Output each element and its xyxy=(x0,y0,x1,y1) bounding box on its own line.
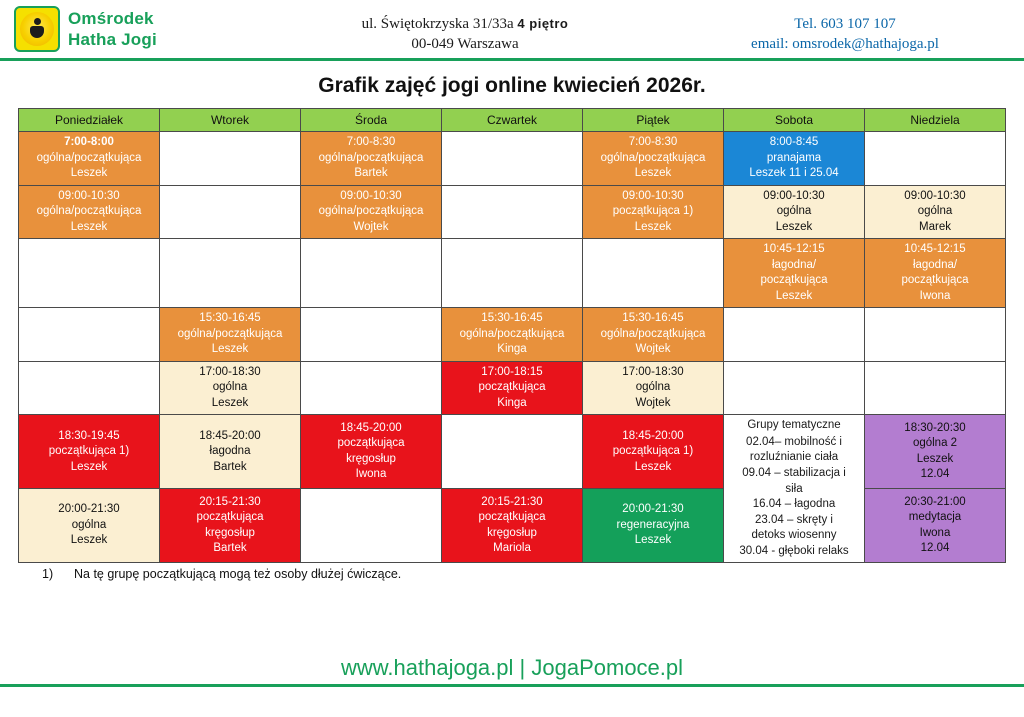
table-row xyxy=(19,132,1006,186)
footer-separator: | xyxy=(519,655,526,680)
class-type: kręgosłup xyxy=(205,526,255,539)
class-slot xyxy=(865,185,1006,239)
class-type: kręgosłup xyxy=(487,526,537,539)
empty-slot xyxy=(865,361,1006,415)
class-time: 20:15-21:30 xyxy=(199,495,261,508)
footnote-text: Na tę grupę początkującą mogą też osoby dłużej ćwiczące. xyxy=(74,567,402,582)
column-header-1: Poniedziałek xyxy=(19,109,160,132)
class-teacher: Leszek 11 i 25.04 xyxy=(749,167,839,180)
class-teacher: Marek xyxy=(919,220,951,233)
brand-logo xyxy=(14,6,157,52)
class-teacher: 12.04 xyxy=(920,468,950,481)
class-type: pranajama xyxy=(766,151,822,164)
thematic-groups-line: 30.04 - głęboki relaks xyxy=(739,544,849,557)
thematic-groups-line: 16.04 – łagodna xyxy=(752,498,836,511)
class-time: 10:45-12:15 xyxy=(904,243,966,256)
class-type: ogólna xyxy=(212,381,248,394)
class-slot xyxy=(19,415,160,489)
column-header-4: Czwartek xyxy=(442,109,583,132)
address-street: ul. Świętokrzyska 31/33a xyxy=(361,16,514,32)
class-time: 17:00-18:30 xyxy=(199,365,261,378)
class-slot xyxy=(19,132,160,186)
class-type: początkująca 1) xyxy=(612,205,694,218)
page-header xyxy=(0,0,1024,60)
class-time: 18:45-20:00 xyxy=(622,429,684,442)
class-type: ogólna/początkująca xyxy=(600,327,706,340)
class-teacher: Wojtek xyxy=(635,343,671,356)
class-type: ogólna/początkująca xyxy=(318,205,424,218)
class-time: 7:00-8:00 xyxy=(64,136,114,149)
class-teacher: Kinga xyxy=(497,396,527,409)
class-type: ogólna xyxy=(71,518,107,531)
class-teacher: Kinga xyxy=(497,343,527,356)
thematic-groups-cell xyxy=(724,415,865,563)
class-type: ogólna/początkująca xyxy=(318,151,424,164)
class-slot xyxy=(865,415,1006,489)
class-time: 15:30-16:45 xyxy=(199,312,261,325)
studio-address xyxy=(300,14,630,55)
class-teacher: Bartek xyxy=(354,167,388,180)
class-time: 20:15-21:30 xyxy=(481,495,543,508)
thematic-groups-line: 23.04 – skręty i xyxy=(755,513,833,526)
column-header-2: Wtorek xyxy=(160,109,301,132)
class-slot xyxy=(583,185,724,239)
empty-slot xyxy=(583,239,724,308)
class-type: kręgosłup xyxy=(346,452,396,465)
empty-slot xyxy=(865,132,1006,186)
class-slot xyxy=(724,239,865,308)
class-time: 7:00-8:30 xyxy=(346,136,396,149)
class-type: początkująca xyxy=(478,511,546,524)
contact-email[interactable]: email: omsrodek@hathajoga.pl xyxy=(751,36,939,53)
schedule-table xyxy=(18,108,1006,563)
empty-slot xyxy=(160,185,301,239)
thematic-groups-line: siła xyxy=(785,482,803,495)
class-teacher: Wojtek xyxy=(353,220,389,233)
class-slot xyxy=(301,132,442,186)
class-teacher: Leszek xyxy=(211,396,249,409)
address-city: 00-049 Warszawa xyxy=(411,36,519,53)
class-teacher: Bartek xyxy=(213,460,247,473)
class-time: 18:30-20:30 xyxy=(904,421,966,434)
empty-slot xyxy=(19,308,160,362)
empty-slot xyxy=(442,239,583,308)
class-slot xyxy=(583,132,724,186)
column-header-3: Środa xyxy=(301,109,442,132)
contact-phone: Tel. 603 107 107 xyxy=(794,16,896,32)
class-teacher: Leszek xyxy=(775,220,813,233)
class-teacher: Leszek xyxy=(70,220,108,233)
footer-divider xyxy=(0,684,1024,687)
class-time: 10:45-12:15 xyxy=(763,243,825,256)
class-type: łagodna/ xyxy=(771,258,817,271)
thematic-groups-line: 02.04– mobilność i xyxy=(746,435,842,448)
class-type: początkująca xyxy=(760,274,828,287)
class-teacher: Bartek xyxy=(213,542,247,555)
class-slot xyxy=(724,185,865,239)
class-slot xyxy=(160,308,301,362)
empty-slot xyxy=(301,489,442,563)
empty-slot xyxy=(442,132,583,186)
page-title: Grafik zajęć jogi online kwiecień 2026r. xyxy=(318,74,706,97)
class-type: ogólna/początkująca xyxy=(36,205,142,218)
class-type: łagodna/ xyxy=(912,258,958,271)
class-teacher: Leszek xyxy=(775,289,813,302)
class-time: 20:00-21:30 xyxy=(58,503,120,516)
table-row xyxy=(19,361,1006,415)
class-slot xyxy=(724,132,865,186)
footer-site-2[interactable]: JogaPomoce.pl xyxy=(531,655,684,680)
class-slot xyxy=(442,489,583,563)
brand-name-line1: Omśrodek xyxy=(68,8,154,28)
class-type: ogólna/początkująca xyxy=(177,327,283,340)
class-time: 18:45-20:00 xyxy=(199,429,261,442)
thematic-groups-line: detoks wiosenny xyxy=(751,529,837,542)
class-slot xyxy=(583,308,724,362)
class-type: początkująca xyxy=(196,511,264,524)
class-type: ogólna xyxy=(776,205,812,218)
class-time: 15:30-16:45 xyxy=(622,312,684,325)
class-teacher: Leszek xyxy=(70,460,108,473)
class-time: 09:00-10:30 xyxy=(340,189,402,202)
brand-name xyxy=(68,8,157,51)
class-time: 20:30-21:00 xyxy=(904,495,966,508)
class-time: 18:45-20:00 xyxy=(340,421,402,434)
empty-slot xyxy=(724,308,865,362)
class-slot xyxy=(160,489,301,563)
page-footer xyxy=(0,655,1024,717)
class-time: 8:00-8:45 xyxy=(769,136,819,149)
table-header-row xyxy=(19,109,1006,132)
class-type: ogólna 2 xyxy=(912,437,958,450)
thematic-groups-line: 09.04 – stabilizacja i xyxy=(742,466,846,479)
class-time: 09:00-10:30 xyxy=(58,189,120,202)
class-teacher: Leszek xyxy=(211,343,249,356)
class-slot xyxy=(583,361,724,415)
class-type: początkująca xyxy=(901,274,969,287)
class-slot xyxy=(865,239,1006,308)
table-body xyxy=(19,132,1006,563)
sun-yoga-logo-icon xyxy=(14,6,60,52)
class-teacher: Leszek xyxy=(70,167,108,180)
thematic-groups-title: Grupy tematyczne xyxy=(747,419,841,432)
table-row xyxy=(19,308,1006,362)
class-type: początkująca xyxy=(478,381,546,394)
class-slot xyxy=(442,361,583,415)
class-type: ogólna/początkująca xyxy=(36,151,142,164)
class-teacher: Leszek xyxy=(70,534,108,547)
class-teacher: Leszek xyxy=(634,167,672,180)
schedule-container xyxy=(0,108,1024,563)
column-header-6: Sobota xyxy=(724,109,865,132)
class-type: ogólna/początkująca xyxy=(459,327,565,340)
class-type: ogólna/początkująca xyxy=(600,151,706,164)
class-slot xyxy=(442,308,583,362)
footer-site-1[interactable]: www.hathajoga.pl xyxy=(340,655,514,680)
table-row xyxy=(19,185,1006,239)
empty-slot xyxy=(442,415,583,489)
class-slot xyxy=(160,361,301,415)
class-type: początkująca 1) xyxy=(48,445,130,458)
class-type: Iwona xyxy=(919,526,951,539)
empty-slot xyxy=(865,308,1006,362)
class-slot xyxy=(301,415,442,489)
class-type: regeneracyjna xyxy=(616,518,690,531)
class-teacher: Iwona xyxy=(919,289,951,302)
class-slot xyxy=(583,489,724,563)
class-type: łagodna xyxy=(209,445,251,458)
table-row xyxy=(19,415,1006,489)
class-slot xyxy=(19,185,160,239)
class-type: Leszek xyxy=(916,452,954,465)
class-teacher: 12.04 xyxy=(920,542,950,555)
class-time: 15:30-16:45 xyxy=(481,312,543,325)
class-slot xyxy=(301,185,442,239)
class-slot xyxy=(865,489,1006,563)
contact-block xyxy=(680,14,1010,55)
footnote xyxy=(0,563,1024,581)
address-floor: 4 piętro xyxy=(517,16,569,31)
class-time: 09:00-10:30 xyxy=(904,189,966,202)
class-slot xyxy=(19,489,160,563)
empty-slot xyxy=(301,361,442,415)
class-type: medytacja xyxy=(908,511,962,524)
footnote-marker: 1) xyxy=(42,567,54,582)
empty-slot xyxy=(301,239,442,308)
class-time: 09:00-10:30 xyxy=(622,189,684,202)
class-teacher: Mariola xyxy=(493,542,531,555)
class-type: ogólna xyxy=(917,205,953,218)
class-slot xyxy=(160,415,301,489)
empty-slot xyxy=(301,308,442,362)
footer-links xyxy=(0,655,1024,681)
class-time: 17:00-18:15 xyxy=(481,365,543,378)
empty-slot xyxy=(724,361,865,415)
class-time: 17:00-18:30 xyxy=(622,365,684,378)
class-slot xyxy=(583,415,724,489)
class-teacher: Iwona xyxy=(355,468,387,481)
brand-name-line2: Hatha Jogi xyxy=(68,30,157,49)
table-row xyxy=(19,239,1006,308)
empty-slot xyxy=(160,239,301,308)
class-time: 20:00-21:30 xyxy=(622,503,684,516)
class-time: 7:00-8:30 xyxy=(628,136,678,149)
column-header-7: Niedziela xyxy=(865,109,1006,132)
empty-slot xyxy=(19,361,160,415)
class-teacher: Wojtek xyxy=(635,396,671,409)
class-type: początkująca xyxy=(337,437,405,450)
thematic-groups-line: rozluźnianie ciała xyxy=(749,451,839,464)
column-header-5: Piątek xyxy=(583,109,724,132)
header-divider xyxy=(0,58,1024,61)
class-type: ogólna xyxy=(635,381,671,394)
class-teacher: Leszek xyxy=(634,460,672,473)
class-teacher: Leszek xyxy=(634,534,672,547)
class-type: początkująca 1) xyxy=(612,445,694,458)
class-time: 18:30-19:45 xyxy=(58,429,120,442)
empty-slot xyxy=(19,239,160,308)
empty-slot xyxy=(442,185,583,239)
class-teacher: Leszek xyxy=(634,220,672,233)
empty-slot xyxy=(160,132,301,186)
class-time: 09:00-10:30 xyxy=(763,189,825,202)
